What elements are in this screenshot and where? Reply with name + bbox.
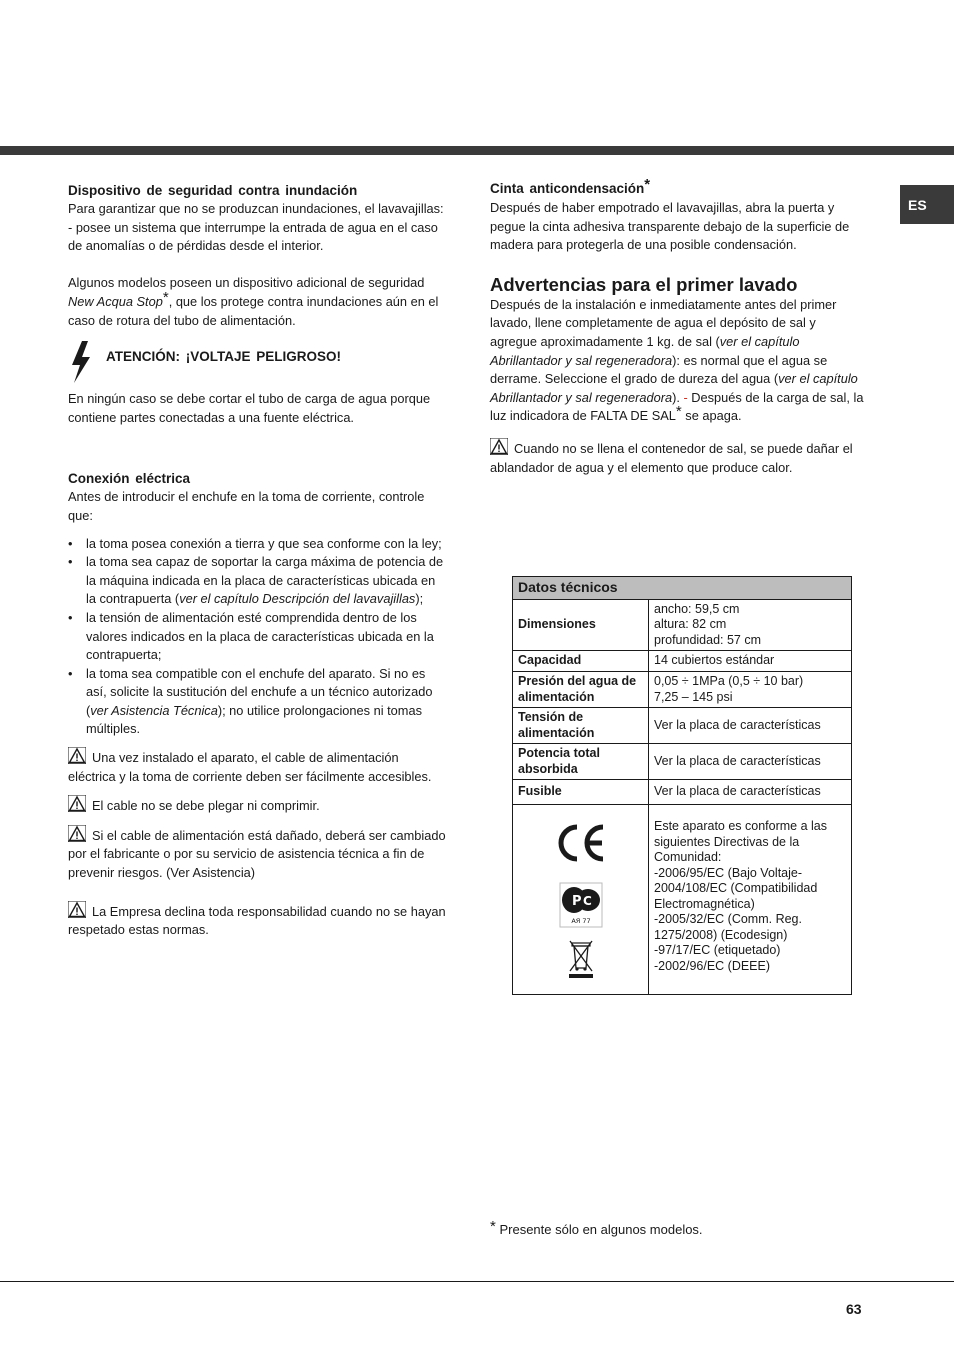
right-column (490, 176, 864, 477)
warning-triangle-icon (68, 901, 86, 918)
left-column (68, 182, 446, 940)
flood-title: Dispositivo de seguridad contra inundación (68, 183, 358, 198)
table-row: Fusible Ver la placa de características (513, 780, 852, 805)
footnote: * Presente sólo en algunos modelos. (490, 1218, 703, 1237)
attention-heading: ATENCIÓN: ¡VOLTAJE PELIGROSO! (106, 349, 342, 365)
flood-p2: - posee un sistema que interrumpe la entrada de agua en el caso de anomalías o de pérdidas desde el interior. (68, 219, 438, 254)
table-header: Datos técnicos (513, 577, 852, 600)
table-row: Tensión de alimentación Ver la placa de características (513, 708, 852, 744)
electrical-intro: Antes de introducir el enchufe en la toma de corriente, controle que: (68, 489, 425, 523)
flood-p3: Algunos modelos poseen un dispositivo adicional de seguridad New Acqua Stop*, que los protege contra inundaciones aún en el caso de rotura del tubo de alimentación. (68, 275, 439, 328)
warning-responsibility: La Empresa declina toda responsabilidad cuando no se hayan respetado estas normas. (68, 901, 446, 940)
warning-triangle-icon (68, 825, 86, 842)
top-bar (0, 146, 954, 155)
flood-p1: Para garantizar que no se produzcan inundaciones, el lavavajillas: (68, 201, 444, 216)
ce-mark-icon (555, 823, 607, 863)
language-tab: ES (900, 185, 954, 224)
svg-text:C: C (582, 893, 592, 908)
lightning-bolt-icon (68, 340, 94, 384)
weee-bin-icon (567, 938, 595, 980)
table-row: Potencia total absorbida Ver la placa de características (513, 744, 852, 780)
table-row: Presión del agua de alimentación 0,05 ÷ 1MPa (0,5 ÷ 10 bar) 7,25 – 145 psi (513, 672, 852, 708)
page-number: 63 (846, 1301, 862, 1317)
warning-triangle-icon (68, 747, 86, 764)
warning-triangle-icon (68, 795, 86, 812)
warning-triangle-icon (490, 438, 508, 455)
cinta-title: Cinta anticondensación* (490, 176, 651, 196)
directives-text: Este aparato es conforme a las siguientes Directivas de la Comunidad: -2006/95/EC (Bajo Voltaje-2004/108/EC (Compatibilidad Electromagnética) -2005/32/EC (Comm. Reg. 1275/2008) (Ecodesign) -97/17/EC (etiquetado) -2002/96/EC (DEEE) (649, 805, 852, 995)
voltage-warning (68, 340, 446, 384)
list-item: • la toma sea capaz de soportar la carga máxima de potencia de la máquina indicada en la placa de características ubicada en la contrapuerta (ver el capítulo Descripción del lavavajillas); (68, 554, 444, 607)
first-wash-text: Después de la instalación e inmediatamente antes del primer lavado, llene completamente de agua el depósito de sal y agregue aproximadamente 1 kg. de sal (ver el capítulo Abrillantador y sal regeneradora): es normal que el agua se derrame. Seleccione el grado de dureza del agua (ver el capítulo Abrillantador y sal regeneradora). - Después de la carga de sal, la luz indicadora de FALTA DE SAL* se apaga. (490, 296, 864, 424)
warning-damaged-cable: Si el cable de alimentación está dañado, deberá ser cambiado por el fabricante o por su servicio de asistencia técnica a fin de prevenir riesgos. (Ver Asistencia) (68, 825, 446, 883)
list-item: • la tensión de alimentación esté comprendida dentro de los valores indicados en la placa de características ubicada en la contrapuerta; (68, 609, 434, 663)
first-wash-title: Advertencias para el primer lavado (490, 273, 798, 295)
warning-cable: El cable no se debe plegar ni comprimir. (68, 795, 446, 816)
svg-text:AЯ 77: AЯ 77 (570, 916, 591, 925)
attention-text: En ningún caso se debe cortar el tubo de carga de agua porque contiene partes conectadas a una fuente eléctrica. (68, 391, 431, 425)
table-row-directives (513, 805, 852, 995)
list-item: • la toma posea conexión a tierra y que sea conforme con la ley; (68, 535, 442, 551)
technical-data-table (512, 576, 852, 995)
svg-text:P: P (571, 893, 582, 909)
electrical-title: Conexión eléctrica (68, 471, 191, 487)
check-list (68, 535, 446, 740)
table-row: Dimensiones ancho: 59,5 cm altura: 82 cm profundidad: 57 cm (513, 599, 852, 651)
cinta-text: Después de haber empotrado el lavavajillas, abra la puerta y pegue la cinta adhesiva transparente debajo de la superficie de madera para protegerla de una posible condensación. (490, 200, 850, 253)
list-item: • la toma sea compatible con el enchufe del aparato. Si no es así, solicite la sustitución del enchufe a un técnico autorizado (ver Asistencia Técnica); no utilice prolongaciones ni tomas múltiples. (68, 665, 433, 737)
bottom-rule (0, 1281, 954, 1282)
warning-accessible: Una vez instalado el aparato, el cable de alimentación eléctrica y la toma de corriente deben ser fácilmente accesibles. (68, 747, 446, 786)
conformity-logos (513, 805, 649, 995)
table-row: Capacidad 14 cubiertos estándar (513, 651, 852, 672)
pct-mark-icon (559, 882, 603, 928)
salt-warning: Cuando no se llena el contenedor de sal, se puede dañar el ablandador de agua y el elemento que produce calor. (490, 438, 864, 477)
